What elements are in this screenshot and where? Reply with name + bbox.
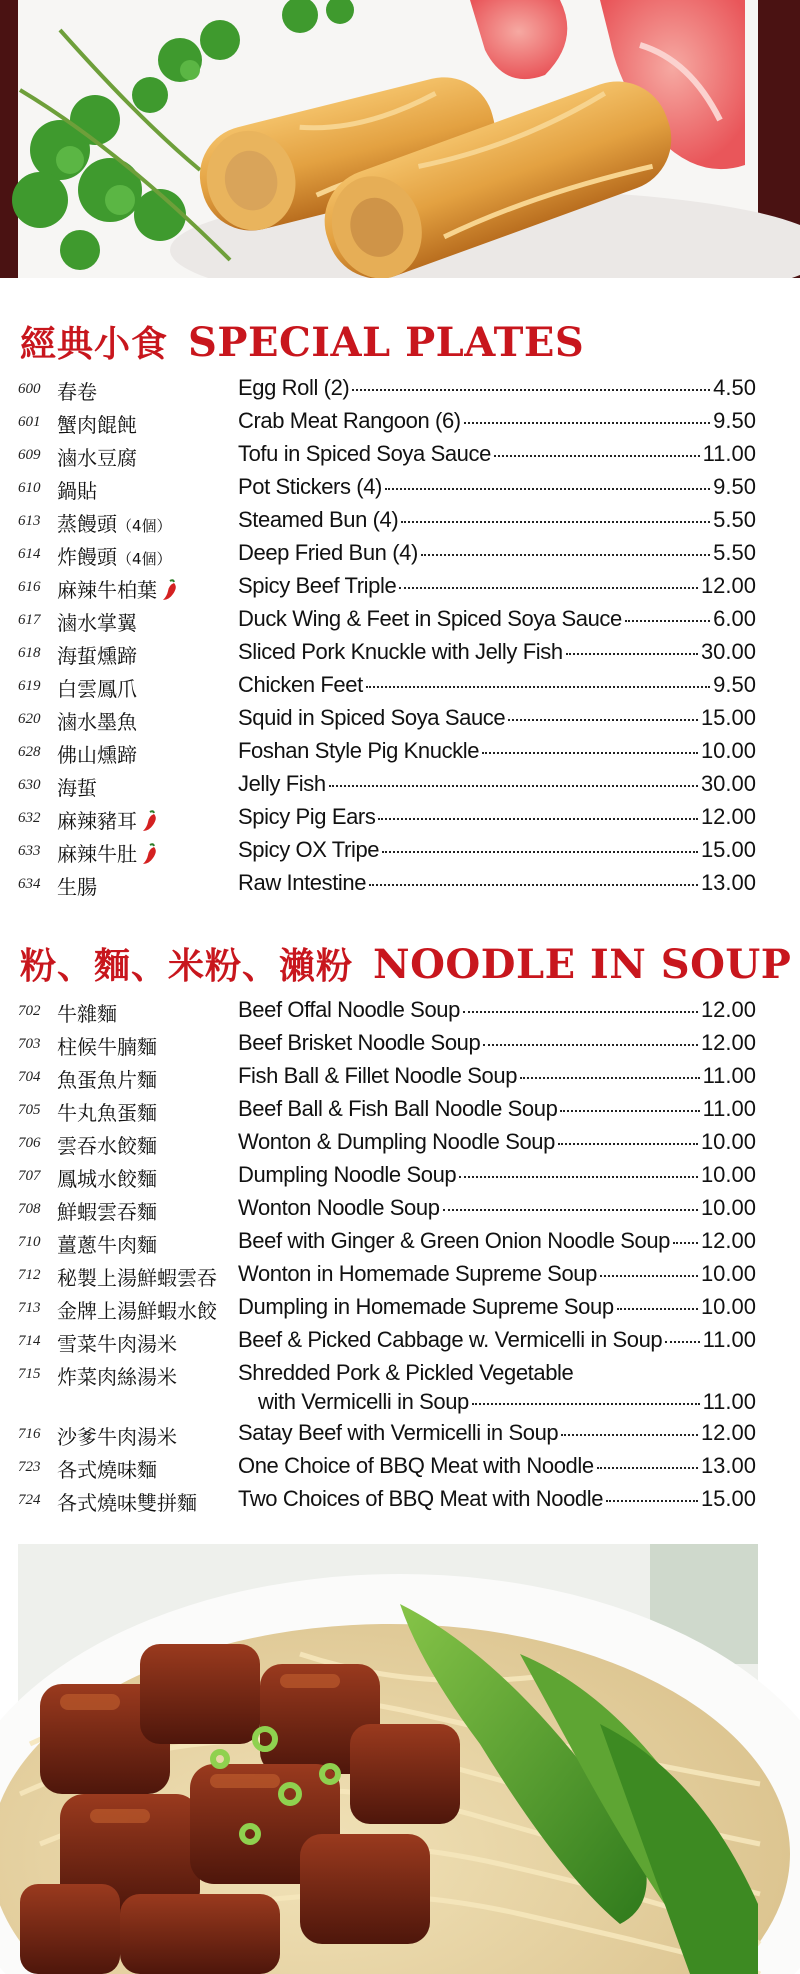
item-name-en: Raw Intestine [238,870,367,895]
item-name-zh: 滷水墨魚 [57,710,137,734]
item-name-zh: 雪菜牛肉湯米 [57,1332,177,1356]
item-name-zh: 各式燒味雙拼麵 [57,1491,197,1515]
item-zh [57,541,172,570]
item-dish [238,474,756,500]
item-number: 614 [18,546,41,562]
dot-leader [369,884,698,886]
item-price: 6.00 [713,606,756,631]
item-price: 15.00 [700,837,756,862]
item-number: 723 [18,1459,41,1475]
menu-item-703 [0,1027,800,1060]
item-name-en: Beef Offal Noodle Soup [238,997,460,1022]
item-price: 12.00 [700,997,756,1022]
item-number: 619 [18,678,41,694]
item-name-zh: 滷水豆腐 [57,446,137,470]
item-number: 713 [18,1300,41,1316]
dot-leader [665,1341,699,1343]
item-zh [57,409,137,438]
item-dish [238,870,756,896]
item-zh [57,739,137,768]
item-price: 4.50 [713,375,756,400]
item-zh [57,673,137,702]
item-price: 11.00 [702,1096,756,1121]
item-note-zh: （4個） [117,517,172,535]
item-name-en: Fish Ball & Fillet Noodle Soup [238,1063,518,1088]
item-note-zh: （4個） [117,550,172,568]
dot-leader [625,620,710,622]
item-price: 12.00 [700,573,756,598]
item-name-en: Spicy Pig Ears [238,804,376,829]
item-zh [57,475,97,504]
menu-item-601 [0,405,800,438]
item-name-en: Two Choices of BBQ Meat with Noodle [238,1486,604,1511]
item-name-zh: 金牌上湯鮮蝦水餃 [57,1299,217,1323]
item-zh [57,376,97,405]
menu-item-630 [0,768,800,801]
dot-leader [464,422,710,424]
item-name-zh: 雲吞水餃麵 [57,1134,157,1158]
item-price: 12.00 [700,1420,756,1445]
item-name-zh: 魚蛋魚片麵 [57,1068,157,1092]
dot-leader [483,1044,698,1046]
dot-leader [399,587,698,589]
item-number: 702 [18,1003,41,1019]
dot-leader [566,653,698,655]
special-plates-list [0,372,800,900]
item-dish [238,837,756,863]
menu-item-715 [0,1357,800,1417]
item-zh [57,607,137,636]
item-name-en: Pot Stickers (4) [238,474,382,499]
item-dish [238,1486,756,1512]
item-dish [238,375,756,401]
dot-leader [352,389,710,391]
menu-item-620 [0,702,800,735]
item-price: 10.00 [700,1261,756,1286]
dot-leader [378,818,697,820]
menu-item-634 [0,867,800,900]
item-price: 13.00 [700,870,756,895]
section-title-special-plates [20,316,584,366]
item-name-en: Steamed Bun (4) [238,507,399,532]
menu-item-714 [0,1324,800,1357]
item-price: 10.00 [700,1195,756,1220]
menu-item-633 [0,834,800,867]
dot-leader [508,719,698,721]
item-name-en: Foshan Style Pig Knuckle [238,738,480,763]
item-number: 630 [18,777,41,793]
item-name-zh: 蟹肉餛飩 [57,413,137,437]
dot-leader [520,1077,700,1079]
item-zh [57,772,97,801]
item-name-zh: 鍋貼 [57,479,97,503]
item-name-en: Dumpling in Homemade Supreme Soup [238,1294,614,1319]
dot-leader [463,1011,698,1013]
item-price: 11.00 [702,1063,756,1088]
item-price: 30.00 [700,771,756,796]
item-name-en: Beef & Picked Cabbage w. Vermicelli in Soup [238,1327,663,1352]
item-number: 704 [18,1069,41,1085]
item-zh [57,1196,157,1225]
dot-leader [329,785,698,787]
item-zh [57,1328,177,1357]
item-name-en: Spicy Beef Triple [238,573,397,598]
item-price: 12.00 [700,1030,756,1055]
item-name-en: Beef with Ginger & Green Onion Noodle Soup [238,1228,671,1253]
item-price: 5.50 [713,540,756,565]
item-zh [57,1361,177,1390]
item-dish [238,997,756,1023]
item-price: 13.00 [700,1453,756,1478]
menu-item-704 [0,1060,800,1093]
item-number: 703 [18,1036,41,1052]
item-zh [57,1454,157,1483]
item-dish [238,804,756,830]
dot-leader [366,686,710,688]
item-name-en-line1: Shredded Pork & Pickled Vegetable [238,1360,574,1385]
dot-leader [673,1242,698,1244]
dot-leader [561,1434,698,1436]
item-name-en: Egg Roll (2) [238,375,350,400]
item-price: 11.00 [702,1389,756,1414]
item-name-zh: 鮮蝦雲吞麵 [57,1200,157,1224]
item-name-en: Wonton Noodle Soup [238,1195,440,1220]
item-number: 714 [18,1333,41,1349]
item-name-zh: 秘製上湯鮮蝦雲吞 [57,1266,217,1290]
item-number: 705 [18,1102,41,1118]
item-zh [57,1229,157,1258]
item-name-zh: 薑蔥牛肉麵 [57,1233,157,1257]
item-number: 710 [18,1234,41,1250]
menu-item-716 [0,1417,800,1450]
item-name-en: Crab Meat Rangoon (6) [238,408,461,433]
menu-item-708 [0,1192,800,1225]
dot-leader [494,455,700,457]
item-name-en: Duck Wing & Feet in Spiced Soya Sauce [238,606,622,631]
dot-leader [443,1209,698,1211]
item-name-zh: 滷水掌翼 [57,611,137,635]
item-zh [57,1064,157,1093]
item-price: 10.00 [700,1129,756,1154]
item-dish [238,540,756,566]
item-dish [238,1195,756,1221]
section-title-en: SPECIAL PLATES [188,319,585,366]
item-number: 601 [18,414,41,430]
item-name-en: Tofu in Spiced Soya Sauce [238,441,491,466]
menu-item-619 [0,669,800,702]
item-name-zh: 炸菜肉絲湯米 [57,1365,177,1389]
item-dish [238,1162,756,1188]
dot-leader [606,1500,698,1502]
egg-roll-photo [0,0,800,278]
item-price: 12.00 [700,804,756,829]
item-dish [238,1327,756,1353]
menu-item-713 [0,1291,800,1324]
item-zh [57,871,97,900]
section-title-noodle-in-soup [20,938,791,988]
dot-leader [560,1110,699,1112]
item-dish [238,639,756,665]
item-number: 620 [18,711,41,727]
section-title-zh: 粉、麵、米粉、瀨粉 [20,945,354,987]
item-name-en: Squid in Spiced Soya Sauce [238,705,506,730]
item-zh [57,640,137,669]
item-number: 617 [18,612,41,628]
item-price: 9.50 [713,672,756,697]
menu-item-618 [0,636,800,669]
chili-pepper-icon [137,842,159,866]
dot-leader [600,1275,698,1277]
item-number: 616 [18,579,41,595]
item-name-zh: 蒸饅頭 [57,512,117,536]
item-dish [238,606,756,632]
item-dish [258,1389,756,1415]
menu-item-628 [0,735,800,768]
item-number: 715 [18,1366,41,1382]
item-price: 9.50 [713,408,756,433]
item-name-zh: 麻辣牛柏葉 [57,578,157,602]
item-dish [238,1096,756,1122]
item-name-zh: 沙爹牛肉湯米 [57,1425,177,1449]
item-number: 632 [18,810,41,826]
item-zh [57,805,159,834]
item-zh [57,1097,157,1126]
item-zh [57,1487,197,1516]
item-name-zh: 柱候牛腩麵 [57,1035,157,1059]
item-dish [238,738,756,764]
menu-item-632 [0,801,800,834]
item-name-en: Satay Beef with Vermicelli in Soup [238,1420,559,1445]
item-price: 30.00 [700,639,756,664]
item-name-zh: 佛山燻蹄 [57,743,137,767]
item-name-zh: 麻辣豬耳 [57,809,137,833]
item-price: 9.50 [713,474,756,499]
item-name-en: Beef Ball & Fish Ball Noodle Soup [238,1096,558,1121]
item-zh [57,1130,157,1159]
item-number: 610 [18,480,41,496]
item-name-zh: 鳳城水餃麵 [57,1167,157,1191]
item-zh [57,838,159,867]
item-number: 707 [18,1168,41,1184]
item-zh [57,706,137,735]
item-dish [238,1453,756,1479]
item-number: 613 [18,513,41,529]
item-zh [57,442,137,471]
item-number: 600 [18,381,41,397]
item-price: 15.00 [700,705,756,730]
item-price: 12.00 [700,1228,756,1253]
item-dish [238,1030,756,1056]
dot-leader [472,1403,700,1405]
item-name-en: Beef Brisket Noodle Soup [238,1030,481,1055]
item-zh [57,998,117,1027]
item-price: 10.00 [700,738,756,763]
menu-item-706 [0,1126,800,1159]
item-price: 10.00 [700,1294,756,1319]
item-price: 11.00 [702,1327,756,1352]
menu-item-723 [0,1450,800,1483]
item-dish [238,1294,756,1320]
item-dish [238,441,756,467]
dot-leader [421,554,710,556]
dot-leader [459,1176,698,1178]
item-dish [238,1129,756,1155]
item-name-en: Wonton & Dumpling Noodle Soup [238,1129,555,1154]
dot-leader [401,521,710,523]
chili-pepper-icon [137,809,159,833]
item-zh [57,508,172,537]
item-name-zh: 牛雜麵 [57,1002,117,1026]
item-name-en: Chicken Feet [238,672,363,697]
item-dish [238,672,756,698]
item-zh [57,1421,177,1450]
chili-pepper-icon [157,578,179,602]
item-name-en: Sliced Pork Knuckle with Jelly Fish [238,639,563,664]
item-number: 712 [18,1267,41,1283]
menu-item-614 [0,537,800,570]
item-zh [57,1163,157,1192]
item-name-en: Wonton in Homemade Supreme Soup [238,1261,597,1286]
menu-item-616 [0,570,800,603]
item-price: 5.50 [713,507,756,532]
menu-item-710 [0,1225,800,1258]
item-dish [238,1261,756,1287]
item-dish [238,1228,756,1254]
item-name-zh: 牛丸魚蛋麵 [57,1101,157,1125]
menu-item-724 [0,1483,800,1516]
noodle-soup-list [0,994,800,1516]
item-name-zh: 春卷 [57,380,97,404]
beef-noodle-soup-photo [0,1544,800,1974]
item-name-en: Jelly Fish [238,771,326,796]
menu-item-705 [0,1093,800,1126]
item-name-zh: 麻辣牛肚 [57,842,137,866]
item-dish [238,1063,756,1089]
dot-leader [558,1143,698,1145]
menu-item-617 [0,603,800,636]
item-dish [238,573,756,599]
item-name-zh: 生腸 [57,875,97,899]
section-title-zh: 經典小食 [20,323,169,365]
section-title-en: NOODLE IN SOUP [373,941,792,988]
item-number: 633 [18,843,41,859]
menu-item-610 [0,471,800,504]
dot-leader [482,752,698,754]
dot-leader [597,1467,698,1469]
item-dish [238,507,756,533]
item-number: 634 [18,876,41,892]
item-number: 708 [18,1201,41,1217]
item-name-zh: 白雲鳳爪 [57,677,137,701]
item-name-zh: 炸饅頭 [57,545,117,569]
item-name-en: Deep Fried Bun (4) [238,540,418,565]
item-name-en: Dumpling Noodle Soup [238,1162,457,1187]
item-dish [238,771,756,797]
item-zh [57,1262,217,1291]
item-name-zh: 海蜇 [57,776,97,800]
menu-item-609 [0,438,800,471]
item-price: 10.00 [700,1162,756,1187]
item-zh [57,1031,157,1060]
item-zh [57,574,179,603]
dot-leader [385,488,710,490]
item-name-zh: 各式燒味麵 [57,1458,157,1482]
item-name-en: with Vermicelli in Soup [258,1389,469,1414]
item-number: 618 [18,645,41,661]
menu-item-613 [0,504,800,537]
menu-item-712 [0,1258,800,1291]
item-price: 15.00 [700,1486,756,1511]
item-dish [238,1420,756,1446]
item-name-en: Spicy OX Tripe [238,837,380,862]
item-number: 609 [18,447,41,463]
menu-item-707 [0,1159,800,1192]
item-zh [57,1295,217,1324]
dot-leader [382,851,698,853]
item-name-en: One Choice of BBQ Meat with Noodle [238,1453,594,1478]
item-name-zh: 海蜇燻蹄 [57,644,137,668]
dot-leader [617,1308,698,1310]
item-number: 724 [18,1492,41,1508]
menu-item-702 [0,994,800,1027]
item-dish [238,705,756,731]
item-price: 11.00 [702,441,756,466]
item-dish [238,408,756,434]
menu-item-600 [0,372,800,405]
item-number: 628 [18,744,41,760]
item-number: 716 [18,1426,41,1442]
item-number: 706 [18,1135,41,1151]
